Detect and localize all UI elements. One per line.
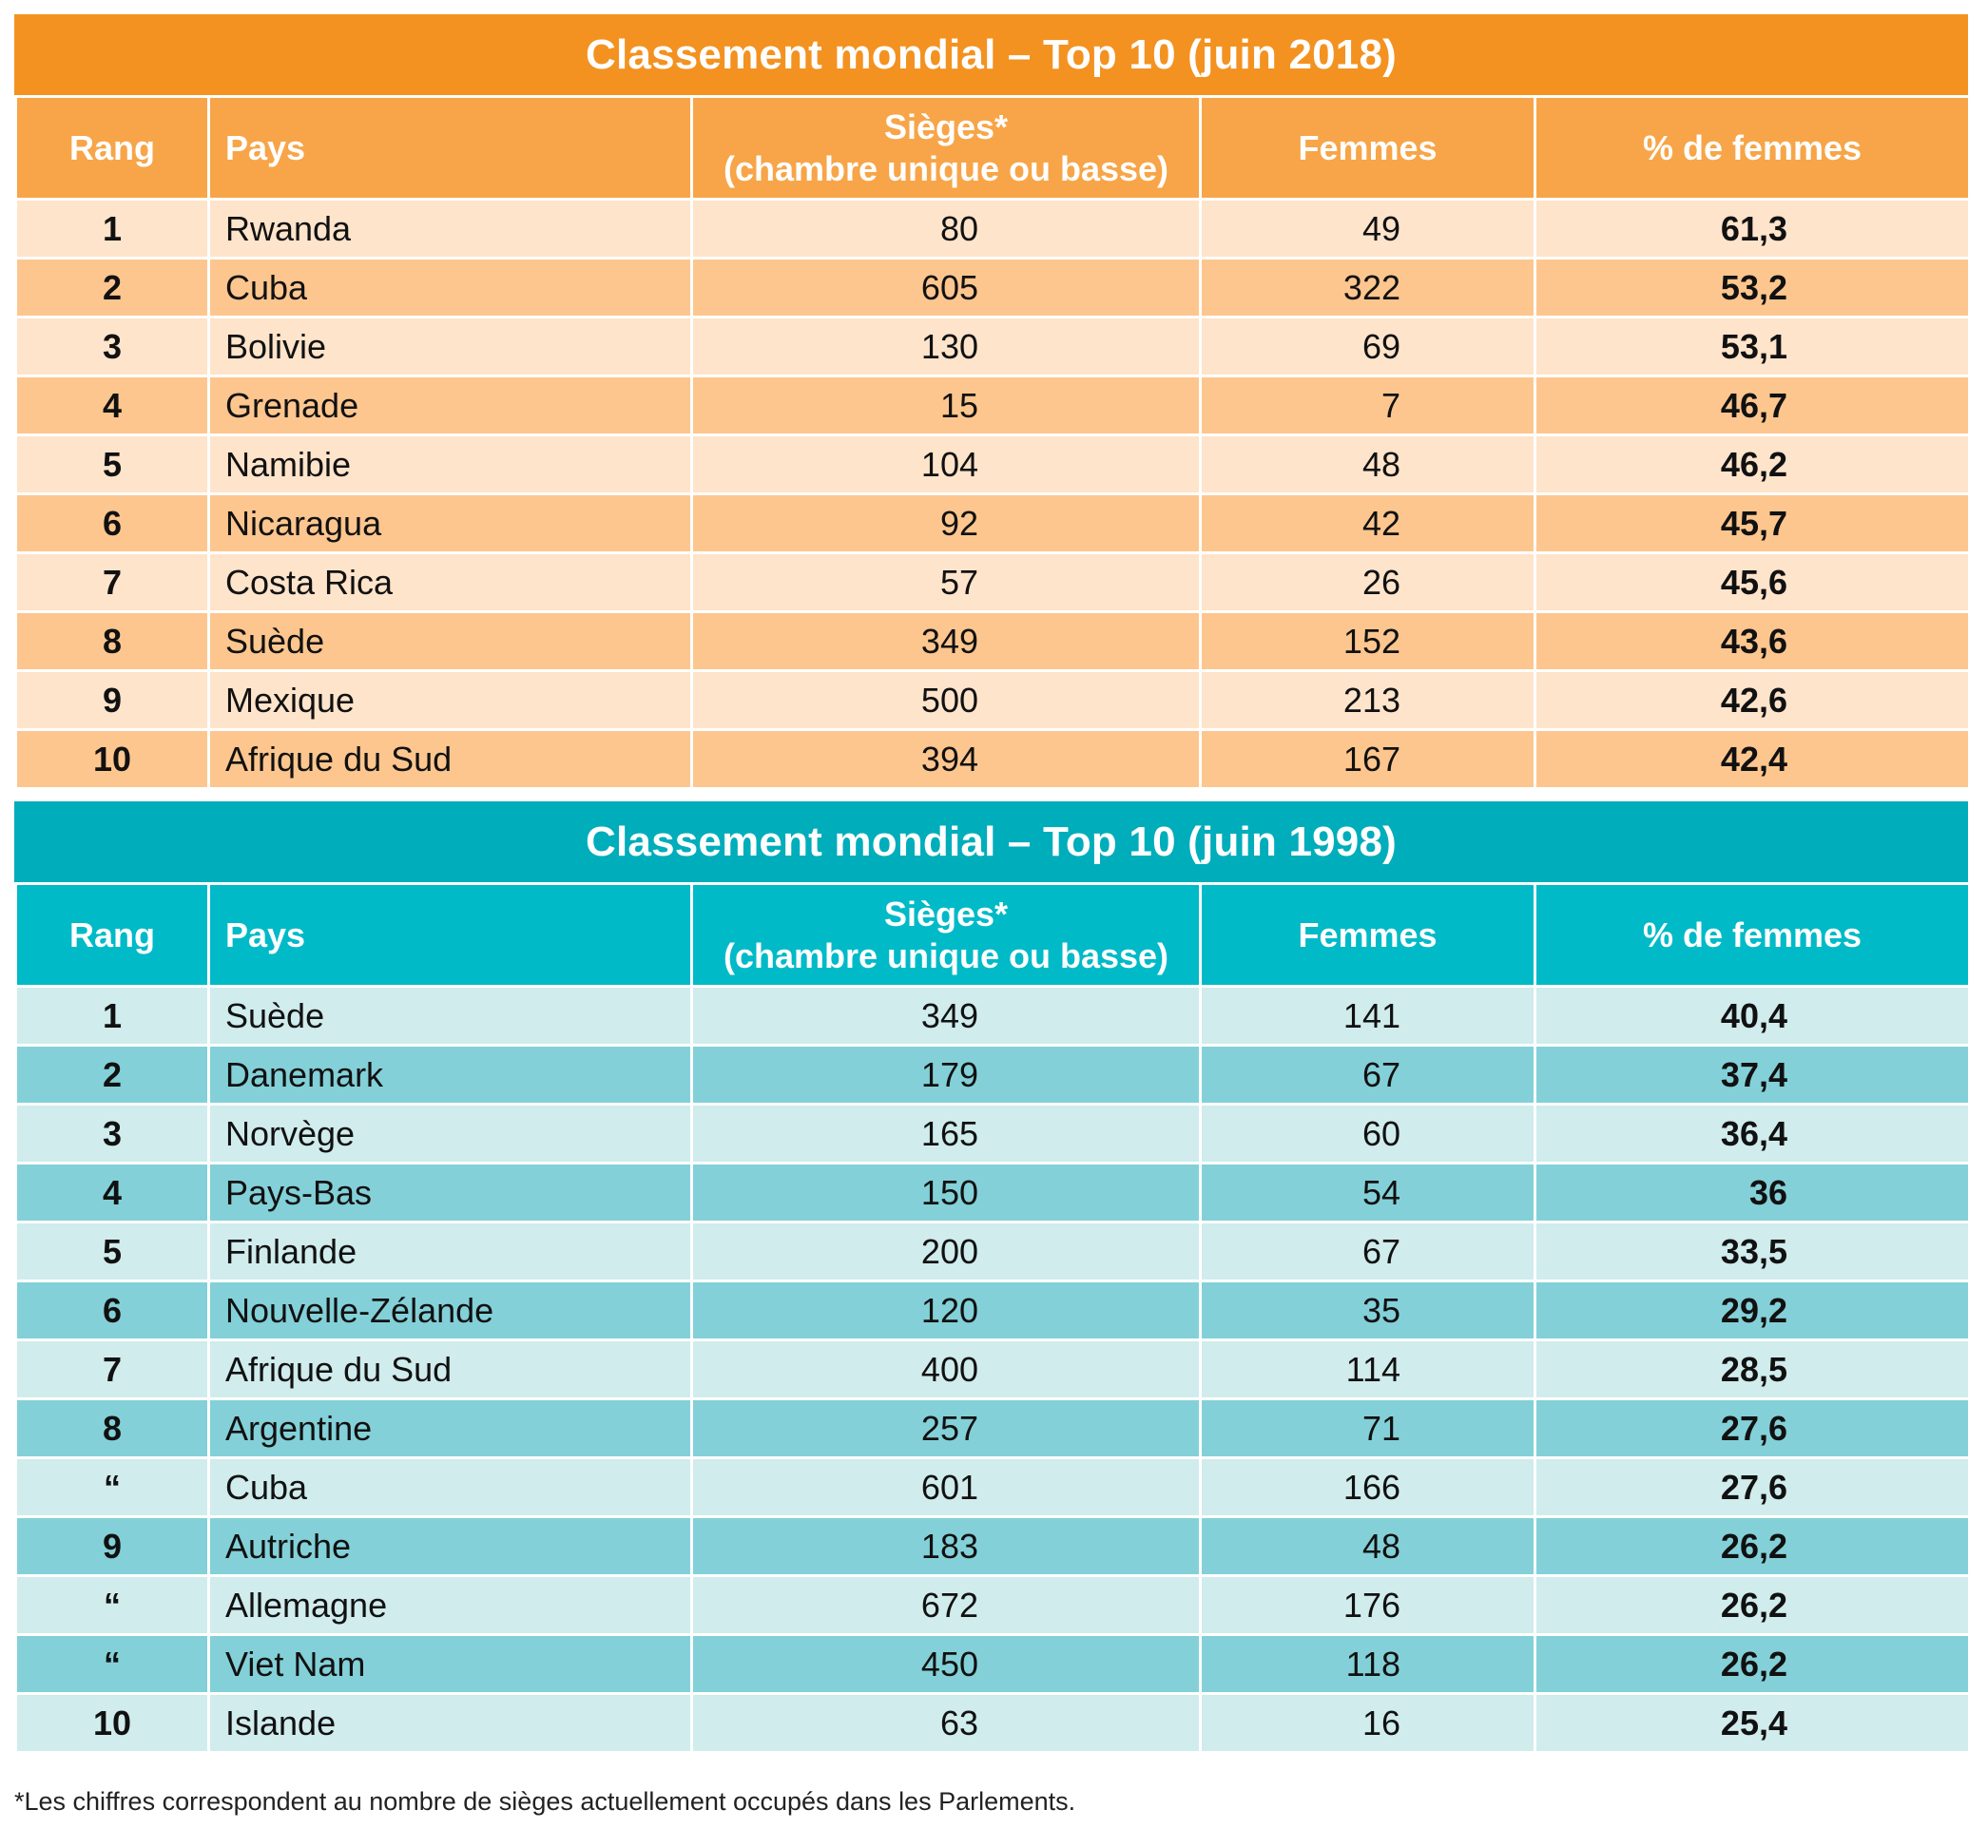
rank-cell: “	[16, 1458, 209, 1517]
pct-cell: 28,5	[1535, 1340, 1970, 1399]
country-cell: Bolivie	[209, 318, 692, 376]
header-pct: % de femmes	[1535, 884, 1970, 987]
country-cell: Afrique du Sud	[209, 1340, 692, 1399]
women-cell: 49	[1201, 200, 1535, 259]
country-cell: Mexique	[209, 671, 692, 730]
pct-cell: 25,4	[1535, 1694, 1970, 1753]
pct-cell: 42,4	[1535, 730, 1970, 789]
header-seats	[692, 884, 1201, 987]
women-cell: 16	[1201, 1694, 1535, 1753]
rank-cell: 10	[16, 730, 209, 789]
seats-cell: 349	[692, 987, 1201, 1046]
table-row	[16, 259, 1970, 318]
women-cell: 67	[1201, 1046, 1535, 1105]
seats-cell: 400	[692, 1340, 1201, 1399]
table-header-row	[16, 97, 1970, 200]
ranking-2018-section	[14, 14, 1968, 790]
rank-cell: 8	[16, 1399, 209, 1458]
seats-cell: 257	[692, 1399, 1201, 1458]
pct-cell: 27,6	[1535, 1399, 1970, 1458]
pct-cell: 36	[1535, 1164, 1970, 1222]
seats-cell: 601	[692, 1458, 1201, 1517]
rank-cell: “	[16, 1635, 209, 1694]
table-row	[16, 1222, 1970, 1281]
rank-cell: 6	[16, 494, 209, 553]
table-row	[16, 1399, 1970, 1458]
women-cell: 67	[1201, 1222, 1535, 1281]
country-cell: Suède	[209, 987, 692, 1046]
seats-cell: 130	[692, 318, 1201, 376]
seats-cell: 179	[692, 1046, 1201, 1105]
country-cell: Finlande	[209, 1222, 692, 1281]
women-cell: 118	[1201, 1635, 1535, 1694]
seats-cell: 57	[692, 553, 1201, 612]
ranking-1998-table	[14, 882, 1971, 1754]
pct-cell: 45,6	[1535, 553, 1970, 612]
footnote: *Les chiffres correspondent au nombre de sièges actuellement occupés dans les Parlements.	[14, 1787, 1076, 1816]
pct-cell: 53,1	[1535, 318, 1970, 376]
seats-cell: 500	[692, 671, 1201, 730]
table-row	[16, 1635, 1970, 1694]
header-seats-line1: Sièges*	[883, 894, 1009, 934]
rank-cell: 7	[16, 1340, 209, 1399]
rank-cell: 5	[16, 1222, 209, 1281]
seats-cell: 672	[692, 1576, 1201, 1635]
seats-cell: 183	[692, 1517, 1201, 1576]
country-cell: Autriche	[209, 1517, 692, 1576]
header-women: Femmes	[1201, 97, 1535, 200]
ranking-1998-body	[16, 987, 1970, 1753]
women-cell: 48	[1201, 435, 1535, 494]
rank-cell: 2	[16, 259, 209, 318]
header-seats-line1: Sièges*	[883, 106, 1009, 146]
women-cell: 71	[1201, 1399, 1535, 1458]
country-cell: Costa Rica	[209, 553, 692, 612]
table-row	[16, 612, 1970, 671]
seats-cell: 394	[692, 730, 1201, 789]
country-cell: Danemark	[209, 1046, 692, 1105]
country-cell: Namibie	[209, 435, 692, 494]
rank-cell: 7	[16, 553, 209, 612]
table-row	[16, 376, 1970, 435]
seats-cell: 150	[692, 1164, 1201, 1222]
women-cell: 141	[1201, 987, 1535, 1046]
country-cell: Allemagne	[209, 1576, 692, 1635]
rank-cell: 5	[16, 435, 209, 494]
women-cell: 35	[1201, 1281, 1535, 1340]
country-cell: Cuba	[209, 1458, 692, 1517]
rank-cell: 1	[16, 987, 209, 1046]
pct-cell: 37,4	[1535, 1046, 1970, 1105]
table-row	[16, 1164, 1970, 1222]
table-row	[16, 200, 1970, 259]
rank-cell: 9	[16, 671, 209, 730]
rank-cell: “	[16, 1576, 209, 1635]
table-row	[16, 1281, 1970, 1340]
table-header-row	[16, 884, 1970, 987]
table-row	[16, 435, 1970, 494]
pct-cell: 29,2	[1535, 1281, 1970, 1340]
pct-cell: 27,6	[1535, 1458, 1970, 1517]
pct-cell: 61,3	[1535, 200, 1970, 259]
header-rank: Rang	[16, 884, 209, 987]
country-cell: Viet Nam	[209, 1635, 692, 1694]
country-cell: Pays-Bas	[209, 1164, 692, 1222]
seats-cell: 349	[692, 612, 1201, 671]
rank-cell: 10	[16, 1694, 209, 1753]
women-cell: 167	[1201, 730, 1535, 789]
seats-cell: 200	[692, 1222, 1201, 1281]
women-cell: 166	[1201, 1458, 1535, 1517]
women-cell: 26	[1201, 553, 1535, 612]
table-row	[16, 318, 1970, 376]
seats-cell: 450	[692, 1635, 1201, 1694]
seats-cell: 92	[692, 494, 1201, 553]
seats-cell: 63	[692, 1694, 1201, 1753]
women-cell: 69	[1201, 318, 1535, 376]
women-cell: 60	[1201, 1105, 1535, 1164]
rank-cell: 1	[16, 200, 209, 259]
header-seats-line2: (chambre unique ou basse)	[723, 148, 1169, 188]
ranking-2018-table	[14, 95, 1971, 790]
header-women: Femmes	[1201, 884, 1535, 987]
country-cell: Nouvelle-Zélande	[209, 1281, 692, 1340]
table-row	[16, 987, 1970, 1046]
table-row	[16, 1340, 1970, 1399]
rank-cell: 3	[16, 1105, 209, 1164]
table-row	[16, 1105, 1970, 1164]
rank-cell: 3	[16, 318, 209, 376]
seats-cell: 165	[692, 1105, 1201, 1164]
country-cell: Norvège	[209, 1105, 692, 1164]
rank-cell: 9	[16, 1517, 209, 1576]
women-cell: 54	[1201, 1164, 1535, 1222]
ranking-1998-section	[14, 801, 1968, 1754]
women-cell: 213	[1201, 671, 1535, 730]
pct-cell: 45,7	[1535, 494, 1970, 553]
table-row	[16, 1694, 1970, 1753]
country-cell: Argentine	[209, 1399, 692, 1458]
table-row	[16, 1576, 1970, 1635]
seats-cell: 120	[692, 1281, 1201, 1340]
header-seats	[692, 97, 1201, 200]
table-row	[16, 494, 1970, 553]
pct-cell: 53,2	[1535, 259, 1970, 318]
ranking-2018-title: Classement mondial – Top 10 (juin 2018)	[14, 14, 1968, 95]
pct-cell: 46,7	[1535, 376, 1970, 435]
rank-cell: 8	[16, 612, 209, 671]
pct-cell: 33,5	[1535, 1222, 1970, 1281]
pct-cell: 42,6	[1535, 671, 1970, 730]
pct-cell: 26,2	[1535, 1517, 1970, 1576]
seats-cell: 15	[692, 376, 1201, 435]
rank-cell: 4	[16, 1164, 209, 1222]
ranking-1998-title: Classement mondial – Top 10 (juin 1998)	[14, 801, 1968, 882]
pct-cell: 36,4	[1535, 1105, 1970, 1164]
rank-cell: 6	[16, 1281, 209, 1340]
country-cell: Rwanda	[209, 200, 692, 259]
country-cell: Cuba	[209, 259, 692, 318]
pct-cell: 43,6	[1535, 612, 1970, 671]
header-country: Pays	[209, 884, 692, 987]
country-cell: Grenade	[209, 376, 692, 435]
table-row	[16, 1046, 1970, 1105]
header-country: Pays	[209, 97, 692, 200]
women-cell: 322	[1201, 259, 1535, 318]
country-cell: Nicaragua	[209, 494, 692, 553]
pct-cell: 26,2	[1535, 1635, 1970, 1694]
header-rank: Rang	[16, 97, 209, 200]
women-cell: 176	[1201, 1576, 1535, 1635]
table-row	[16, 1517, 1970, 1576]
table-row	[16, 553, 1970, 612]
women-cell: 152	[1201, 612, 1535, 671]
header-pct: % de femmes	[1535, 97, 1970, 200]
pct-cell: 26,2	[1535, 1576, 1970, 1635]
country-cell: Islande	[209, 1694, 692, 1753]
women-cell: 114	[1201, 1340, 1535, 1399]
country-cell: Afrique du Sud	[209, 730, 692, 789]
rank-cell: 4	[16, 376, 209, 435]
seats-cell: 104	[692, 435, 1201, 494]
rank-cell: 2	[16, 1046, 209, 1105]
seats-cell: 80	[692, 200, 1201, 259]
seats-cell: 605	[692, 259, 1201, 318]
women-cell: 48	[1201, 1517, 1535, 1576]
pct-cell: 40,4	[1535, 987, 1970, 1046]
table-row	[16, 1458, 1970, 1517]
header-seats-line2: (chambre unique ou basse)	[723, 935, 1169, 975]
table-row	[16, 730, 1970, 789]
country-cell: Suède	[209, 612, 692, 671]
pct-cell: 46,2	[1535, 435, 1970, 494]
ranking-2018-body	[16, 200, 1970, 789]
table-row	[16, 671, 1970, 730]
women-cell: 7	[1201, 376, 1535, 435]
women-cell: 42	[1201, 494, 1535, 553]
